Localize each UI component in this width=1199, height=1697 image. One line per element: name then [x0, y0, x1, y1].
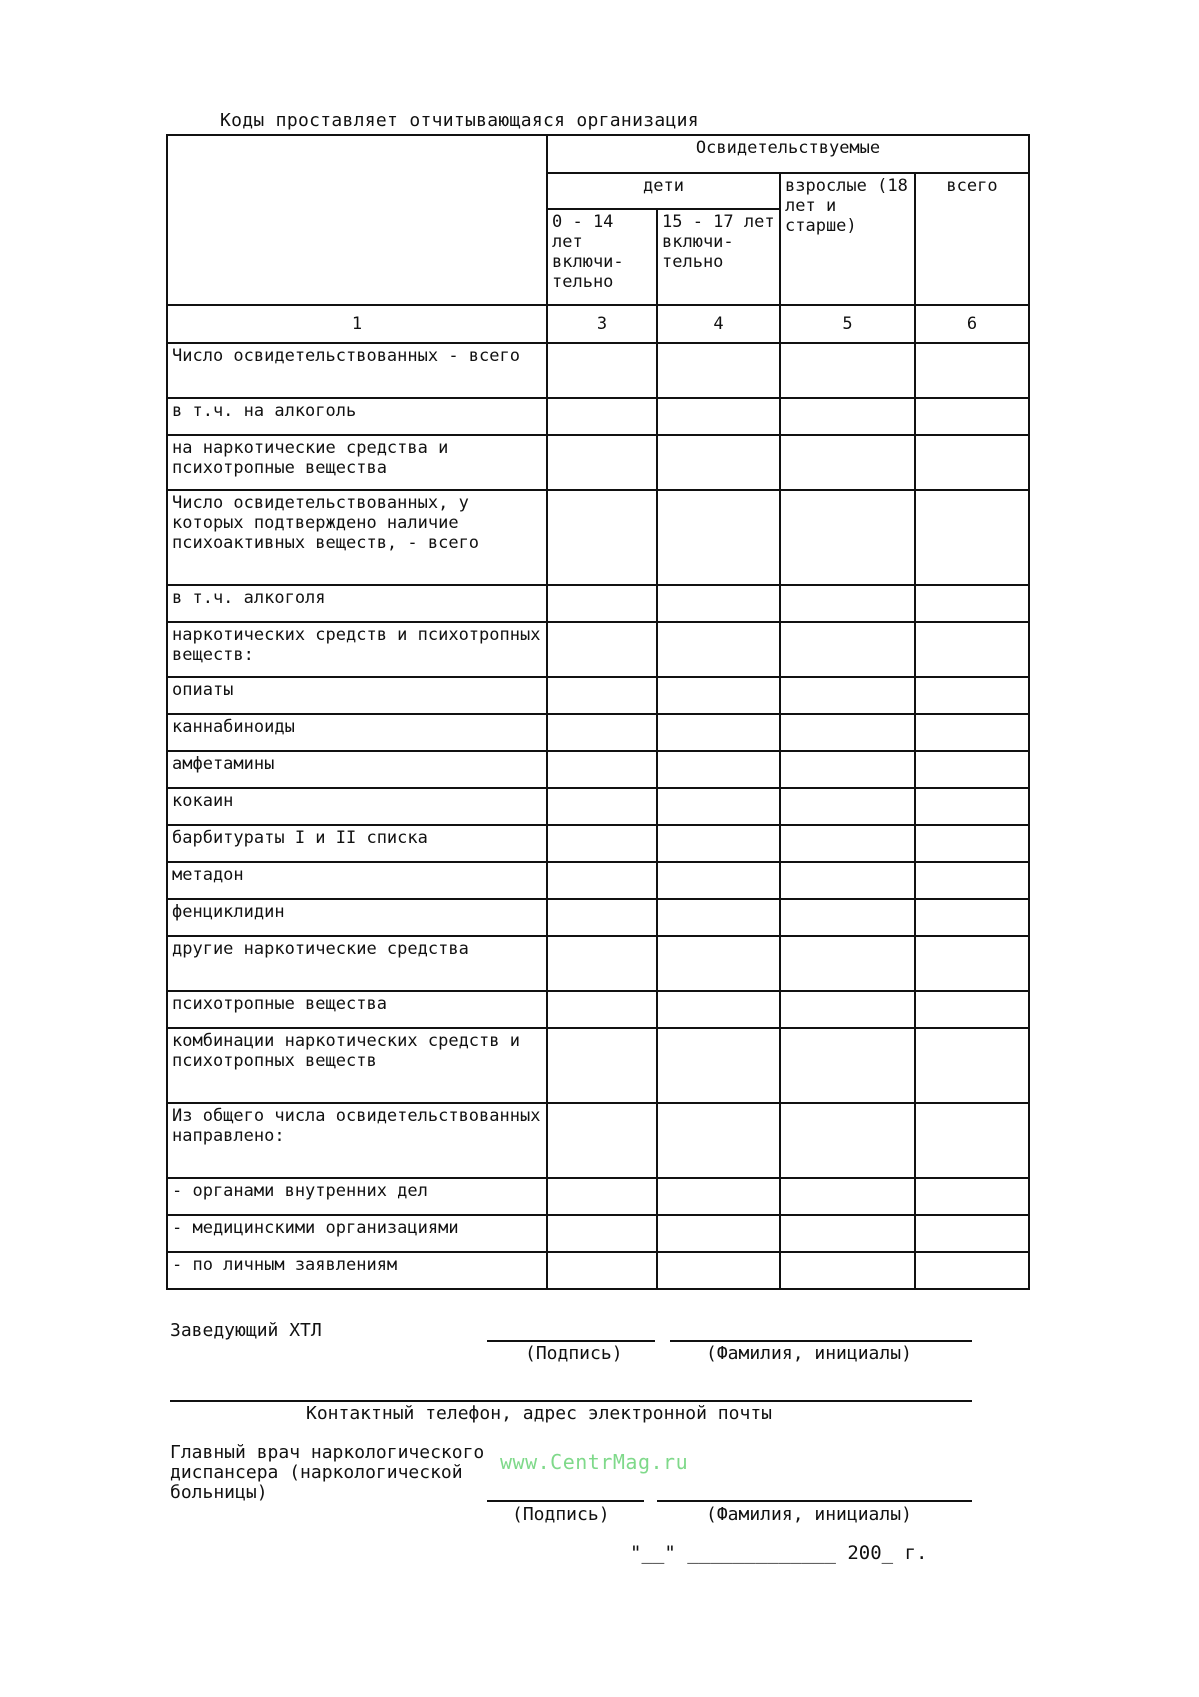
date-line: "__" _____________ 200_ г.: [630, 1542, 928, 1564]
value-cell[interactable]: [915, 343, 1029, 398]
table-row: [167, 714, 1029, 751]
table-row: [167, 490, 1029, 585]
column-number: 1: [167, 305, 547, 343]
header-examined: Освидетельствуемые: [547, 135, 1029, 173]
value-cell[interactable]: [547, 1103, 657, 1178]
row-label: фенциклидин: [167, 899, 547, 936]
value-cell[interactable]: [780, 490, 915, 585]
row-label: другие наркотические средства: [167, 936, 547, 991]
value-cell[interactable]: [657, 899, 780, 936]
table-row: [167, 1252, 1029, 1289]
value-cell[interactable]: [915, 825, 1029, 862]
value-cell[interactable]: [547, 1252, 657, 1289]
value-cell[interactable]: [915, 936, 1029, 991]
row-label: - медицинскими организациями: [167, 1215, 547, 1252]
table-row: [167, 1028, 1029, 1103]
value-cell[interactable]: [780, 751, 915, 788]
value-cell[interactable]: [915, 1178, 1029, 1215]
row-label: - по личным заявлениям: [167, 1252, 547, 1289]
value-cell[interactable]: [780, 435, 915, 490]
value-cell[interactable]: [657, 1103, 780, 1178]
value-cell[interactable]: [547, 435, 657, 490]
report-table: [166, 134, 1030, 1290]
row-label: кокаин: [167, 788, 547, 825]
value-cell[interactable]: [915, 1252, 1029, 1289]
value-cell[interactable]: [780, 585, 915, 622]
value-cell[interactable]: [547, 490, 657, 585]
row-label: в т.ч. алкоголя: [167, 585, 547, 622]
chief-name-line[interactable]: [657, 1500, 972, 1502]
value-cell[interactable]: [780, 936, 915, 991]
value-cell[interactable]: [780, 862, 915, 899]
value-cell[interactable]: [780, 899, 915, 936]
value-cell[interactable]: [547, 398, 657, 435]
watermark: www.CentrMag.ru: [500, 1450, 689, 1474]
value-cell[interactable]: [780, 1028, 915, 1103]
table-row: [167, 1215, 1029, 1252]
value-cell[interactable]: [780, 622, 915, 677]
value-cell[interactable]: [657, 1252, 780, 1289]
value-cell[interactable]: [547, 788, 657, 825]
value-cell[interactable]: [657, 825, 780, 862]
row-label: амфетамины: [167, 751, 547, 788]
row-label: психотропные вещества: [167, 991, 547, 1028]
value-cell[interactable]: [915, 714, 1029, 751]
value-cell[interactable]: [915, 751, 1029, 788]
header-age-0-14: 0 - 14 лет включи- тельно: [547, 209, 657, 305]
value-cell[interactable]: [780, 1103, 915, 1178]
header-blank-cell: [167, 135, 547, 305]
row-label: комбинации наркотических средств и психотропных веществ: [167, 1028, 547, 1103]
value-cell[interactable]: [657, 714, 780, 751]
value-cell[interactable]: [915, 585, 1029, 622]
value-cell[interactable]: [547, 343, 657, 398]
value-cell[interactable]: [657, 1215, 780, 1252]
row-label: барбитураты I и II списка: [167, 825, 547, 862]
value-cell[interactable]: [915, 490, 1029, 585]
row-label: в т.ч. на алкоголь: [167, 398, 547, 435]
value-cell[interactable]: [657, 751, 780, 788]
value-cell[interactable]: [780, 714, 915, 751]
value-cell[interactable]: [780, 825, 915, 862]
value-cell[interactable]: [657, 991, 780, 1028]
value-cell[interactable]: [780, 343, 915, 398]
value-cell[interactable]: [657, 677, 780, 714]
value-cell[interactable]: [657, 435, 780, 490]
value-cell[interactable]: [547, 899, 657, 936]
value-cell[interactable]: [915, 862, 1029, 899]
contact-line[interactable]: [170, 1400, 972, 1402]
value-cell[interactable]: [915, 1103, 1029, 1178]
value-cell[interactable]: [657, 936, 780, 991]
value-cell[interactable]: [547, 585, 657, 622]
value-cell[interactable]: [547, 1028, 657, 1103]
contact-caption: Контактный телефон, адрес электронной почты: [306, 1403, 772, 1424]
signature-caption: (Подпись): [525, 1343, 623, 1364]
value-cell[interactable]: [915, 899, 1029, 936]
value-cell[interactable]: [915, 788, 1029, 825]
value-cell[interactable]: [657, 862, 780, 899]
value-cell[interactable]: [547, 936, 657, 991]
header-children: дети: [547, 173, 780, 209]
table-row: [167, 585, 1029, 622]
value-cell[interactable]: [657, 622, 780, 677]
table-row: [167, 991, 1029, 1028]
value-cell[interactable]: [915, 677, 1029, 714]
name-caption: (Фамилия, инициалы): [706, 1504, 912, 1525]
row-label: наркотических средств и психотропных веществ:: [167, 622, 547, 677]
header-total: всего: [915, 173, 1029, 305]
row-label: опиаты: [167, 677, 547, 714]
row-label: Число освидетельствованных - всего: [167, 343, 547, 398]
table-row: [167, 435, 1029, 490]
head-label: Заведующий ХТЛ: [170, 1320, 322, 1341]
table-row: [167, 862, 1029, 899]
row-label: метадон: [167, 862, 547, 899]
value-cell[interactable]: [915, 1215, 1029, 1252]
value-cell[interactable]: [547, 862, 657, 899]
value-cell[interactable]: [915, 622, 1029, 677]
table-row: [167, 936, 1029, 991]
table-row: [167, 343, 1029, 398]
value-cell[interactable]: [780, 1178, 915, 1215]
value-cell[interactable]: [657, 343, 780, 398]
signature-caption: (Подпись): [512, 1504, 610, 1525]
value-cell[interactable]: [657, 490, 780, 585]
value-cell[interactable]: [915, 398, 1029, 435]
row-label: - органами внутренних дел: [167, 1178, 547, 1215]
row-label: Из общего числа освидетельствованных направлено:: [167, 1103, 547, 1178]
value-cell[interactable]: [657, 398, 780, 435]
chief-label: Главный врач наркологического диспансера (наркологической больницы): [170, 1442, 485, 1503]
value-cell[interactable]: [657, 788, 780, 825]
value-cell[interactable]: [915, 435, 1029, 490]
value-cell[interactable]: [780, 677, 915, 714]
value-cell[interactable]: [780, 1252, 915, 1289]
column-number: 5: [780, 305, 915, 343]
value-cell[interactable]: [915, 991, 1029, 1028]
row-label: на наркотические средства и психотропные вещества: [167, 435, 547, 490]
value-cell[interactable]: [780, 398, 915, 435]
row-label: Число освидетельствованных, у которых подтверждено наличие психоактивных веществ, - всего: [167, 490, 547, 585]
value-cell[interactable]: [547, 825, 657, 862]
value-cell[interactable]: [780, 1215, 915, 1252]
table-row: [167, 677, 1029, 714]
column-number: 4: [657, 305, 780, 343]
value-cell[interactable]: [547, 1178, 657, 1215]
value-cell[interactable]: [547, 991, 657, 1028]
column-number: 3: [547, 305, 657, 343]
name-caption: (Фамилия, инициалы): [706, 1343, 912, 1364]
table-row: [167, 788, 1029, 825]
table-row: [167, 398, 1029, 435]
value-cell[interactable]: [547, 751, 657, 788]
table-row: [167, 1103, 1029, 1178]
value-cell[interactable]: [780, 991, 915, 1028]
header-age-15-17: 15 - 17 лет включи- тельно: [657, 209, 780, 305]
value-cell[interactable]: [657, 585, 780, 622]
table-row: [167, 751, 1029, 788]
value-cell[interactable]: [547, 714, 657, 751]
table-row: [167, 622, 1029, 677]
head-signature-line[interactable]: [487, 1340, 655, 1342]
table-row: [167, 825, 1029, 862]
value-cell[interactable]: [780, 788, 915, 825]
value-cell[interactable]: [547, 677, 657, 714]
column-number: 6: [915, 305, 1029, 343]
value-cell[interactable]: [547, 622, 657, 677]
header-adults: взрослые (18 лет и старше): [780, 173, 915, 305]
head-name-line[interactable]: [670, 1340, 972, 1342]
value-cell[interactable]: [915, 1028, 1029, 1103]
table-row: [167, 899, 1029, 936]
value-cell[interactable]: [657, 1178, 780, 1215]
row-label: каннабиноиды: [167, 714, 547, 751]
table-row: [167, 1178, 1029, 1215]
codes-note: Коды проставляет отчитывающаяся организация: [220, 110, 699, 131]
value-cell[interactable]: [657, 1028, 780, 1103]
chief-signature-line[interactable]: [487, 1500, 644, 1502]
value-cell[interactable]: [547, 1215, 657, 1252]
